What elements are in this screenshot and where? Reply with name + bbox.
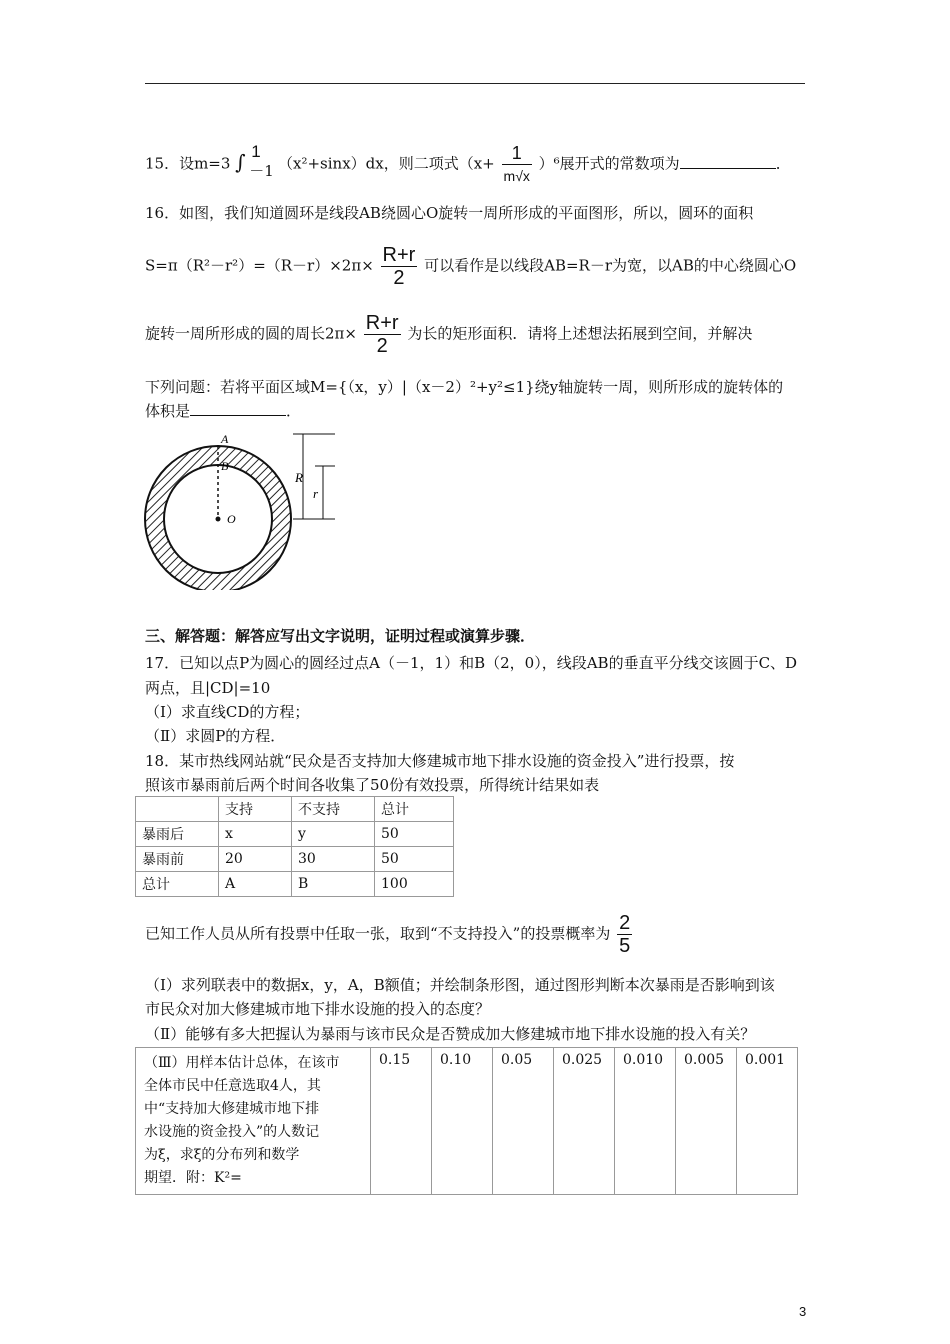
table-row: （Ⅲ）用样本估计总体，在该市 全体市民中任意选取4人，其 中“支持加大修建城市地下排 水设施的资金投入”的人数记 为ξ，求ξ的分布列和数学 期望．附：K²= 0.15 0.10 0.05 0.025 0.010 0.005 0.001 xyxy=(136,1048,798,1195)
q18-probability: 已知工作人员从所有投票中任取一张，取到“不支持投入”的投票概率为 $\frac{2}{5}$ xyxy=(145,912,631,957)
answer-blank-16 xyxy=(190,401,286,416)
q15-suffix: ）⁶展开式的常数项为 xyxy=(538,154,680,173)
q16-fraction-2: $\frac{R+r}{2}$ xyxy=(365,312,399,357)
q17-line3: （Ⅰ）求直线CD的方程； xyxy=(145,703,310,721)
q16-line1: 16．如图，我们知道圆环是线段AB绕圆心O旋转一周所形成的平面图形，所以，圆环的面积 xyxy=(145,204,754,222)
q15-prefix: 15．设m=3 xyxy=(145,154,231,173)
q18-part2: （Ⅱ）能够有多大把握认为暴雨与该市民众是否赞成加大修建城市地下排水设施的投入有关？ xyxy=(145,1025,756,1043)
question-15: 15．设m=3 ∫ 1 －1 （x²+sinx）dx，则二项式（x+ $\frac{1}{m√x}$ ）⁶展开式的常数项为 ． xyxy=(145,142,791,187)
answer-blank xyxy=(680,154,776,169)
probability-fraction: $\frac{2}{5}$ xyxy=(619,912,631,957)
integral-symbol: ∫ 1 －1 xyxy=(235,141,274,180)
label-B: B xyxy=(221,459,229,473)
table-row: 暴雨后 x y 50 xyxy=(136,822,454,847)
q18-line1: 18．某市热线网站就“民众是否支持加大修建城市地下排水设施的资金投入”进行投票，按 xyxy=(145,752,735,770)
q17-line2: 两点，且|CD|=10 xyxy=(145,679,271,697)
q17-line4: （Ⅱ）求圆P的方程． xyxy=(145,727,286,745)
center-point xyxy=(216,517,221,522)
q16-fraction: $\frac{R+r}{2}$ xyxy=(382,244,416,289)
label-R: R xyxy=(295,470,303,485)
critical-value-table xyxy=(135,1047,798,1195)
q16-line2: S=π（R²－r²）=（R－r）×2π× $\frac{R+r}{2}$ 可以看作是以线段AB=R－r为宽，以AB的中心绕圆心O xyxy=(145,244,797,289)
annulus-figure xyxy=(143,430,335,590)
q16-line5: 体积是 ． xyxy=(145,402,302,420)
q15-mid: （x²+sinx）dx，则二项式（x+ xyxy=(278,154,495,173)
q16-line4: 下列问题：若将平面区域M={（x，y）|（x－2）²+y²≤1}绕y轴旋转一周，则所形成的旋转体的 xyxy=(145,378,784,396)
q18-part1a: （Ⅰ）求列联表中的数据x，y，A，B额值；并绘制条形图，通过图形判断本次暴雨是否影响到该 xyxy=(145,976,775,994)
q18-line2: 照该市暴雨前后两个时间各收集了50份有效投票，所得统计结果如表 xyxy=(145,776,600,794)
table-row: 支持 不支持 总计 xyxy=(136,797,454,822)
part3-text-cell: （Ⅲ）用样本估计总体，在该市 全体市民中任意选取4人，其 中“支持加大修建城市地下排 水设施的资金投入”的人数记 为ξ，求ξ的分布列和数学 期望．附：K²= xyxy=(136,1048,371,1195)
table-row: 总计 A B 100 xyxy=(136,872,454,897)
label-O: O xyxy=(227,512,236,526)
section-3-heading: 三、解答题：解答应写出文字说明，证明过程或演算步骤． xyxy=(145,627,536,645)
q17-line1: 17．已知以点P为圆心的圆经过点A（－1，1）和B（2，0），线段AB的垂直平分线交该圆于C、D xyxy=(145,654,798,672)
header-rule xyxy=(145,83,805,84)
table-row: 暴雨前 20 30 50 xyxy=(136,847,454,872)
label-A: A xyxy=(221,432,229,446)
label-r: r xyxy=(313,486,319,501)
q16-line3: 旋转一周所形成的圆的周长2π× $\frac{R+r}{2}$ 为长的矩形面积．请将上述想法拓展到空间，并解决 xyxy=(145,312,753,357)
q15-fraction: $\frac{1}{m√x}$ xyxy=(503,143,530,184)
q18-part1b: 市民众对加大修建城市地下排水设施的投入的态度？ xyxy=(145,1000,491,1018)
page-number: 3 xyxy=(799,1304,807,1319)
contingency-table xyxy=(135,796,454,897)
